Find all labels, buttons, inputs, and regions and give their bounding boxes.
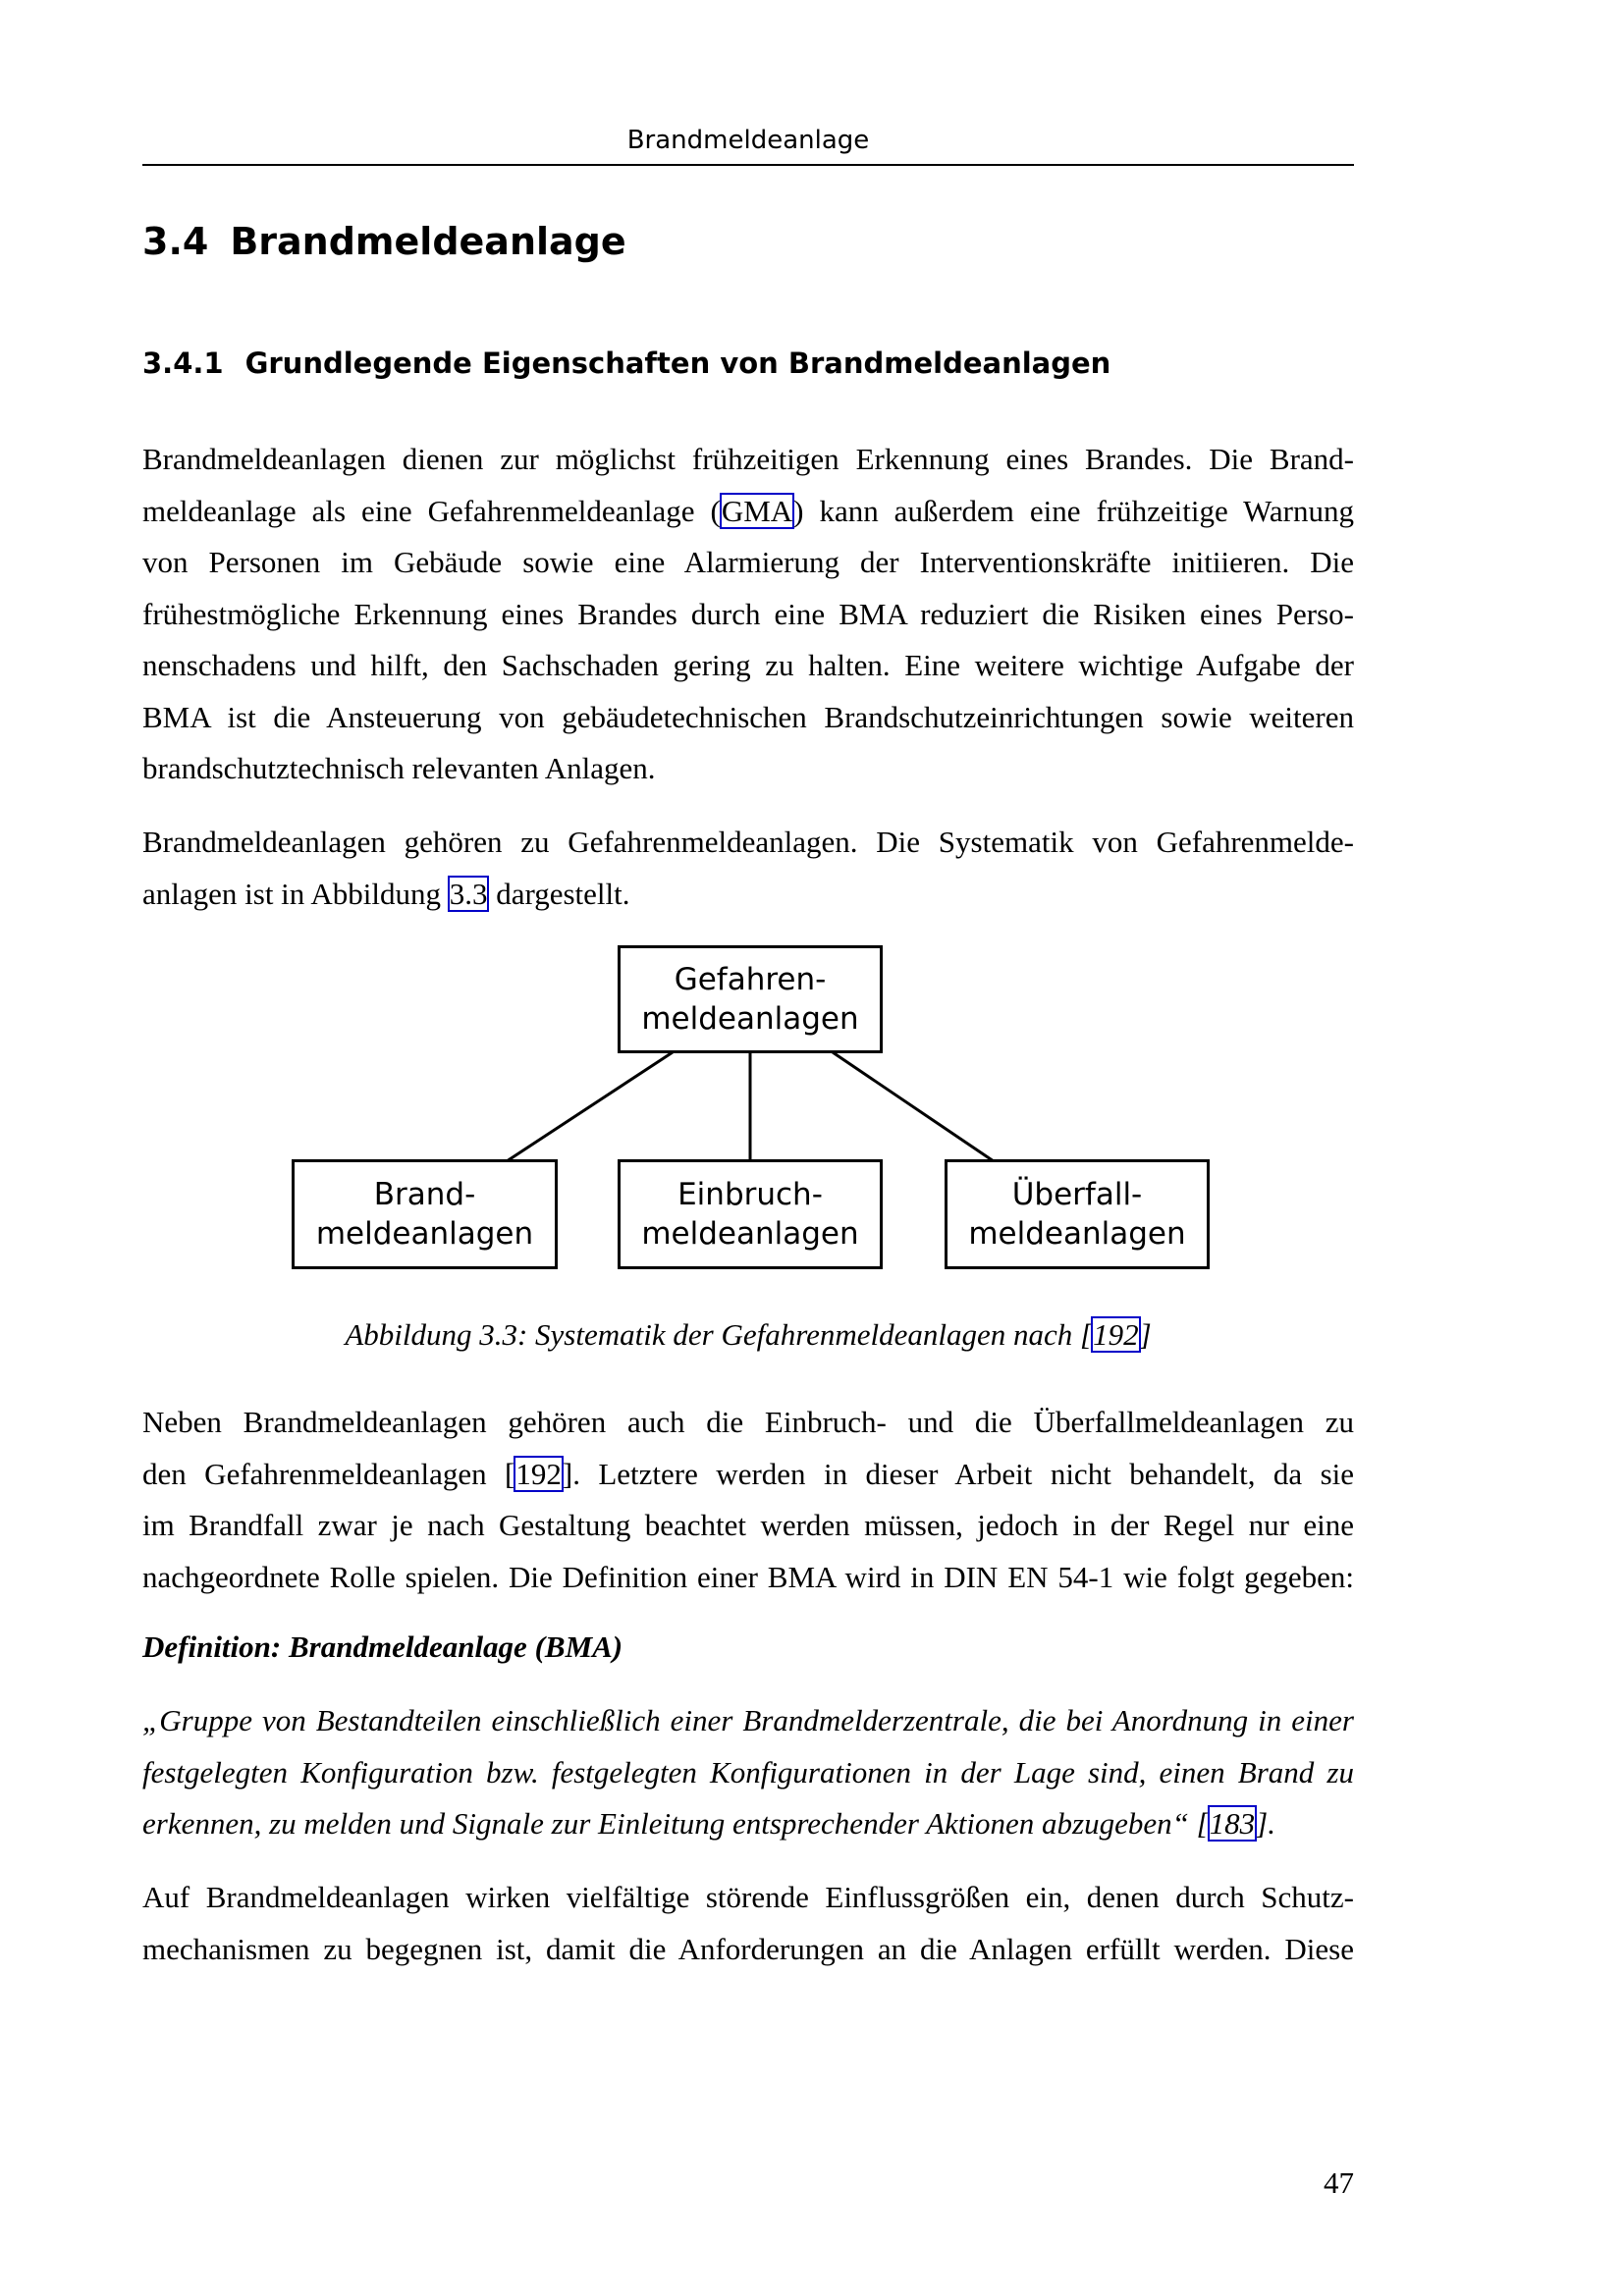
text-line: festgelegten Konfiguration bzw. festgelegten Konfigurationen in der Lage sind, einen Brand zu <box>142 1754 1354 1789</box>
text-span: den Gefahrenmeldeanlagen [ <box>142 1456 515 1491</box>
text-span: ]. <box>1256 1806 1275 1841</box>
citation-link-192[interactable]: 192 <box>1093 1317 1139 1352</box>
text-line: Brandmeldeanlagen gehören zu Gefahrenmeldeanlagen. Die Systematik von Gefahrenmelde- <box>142 825 1354 859</box>
text-line: Auf Brandmeldeanlagen wirken vielfältige störende Einflussgrößen ein, denen durch Schutz- <box>142 1880 1354 1914</box>
section-number: 3.4 <box>142 220 209 263</box>
text-line: Brandmeldeanlagen dienen zur möglichst frühzeitigen Erkennung eines Brandes. Die Brand- <box>142 442 1354 476</box>
caption-text: ] <box>1139 1317 1152 1352</box>
node-label: meldeanlagen <box>641 1216 859 1252</box>
text-line: nenschadens und hilft, den Sachschaden gering zu halten. Eine weitere wichtige Aufgabe der <box>142 648 1354 682</box>
diagram-node-einbruchmeldeanlagen <box>618 1159 883 1269</box>
paragraph-einflussgroessen <box>142 1872 1354 1975</box>
text-span: anlagen ist in Abbildung <box>142 876 449 911</box>
text-line: von Personen im Gebäude sowie eine Alarmierung der Interventionskräfte initiieren. Die <box>142 545 1354 579</box>
node-label: Brand- <box>373 1177 476 1212</box>
text-line: brandschutztechnisch relevanten Anlagen. <box>142 751 656 785</box>
diagram-node-gefahrenmeldeanlagen <box>618 945 883 1053</box>
paragraph-systematik <box>142 817 1354 920</box>
subsection-heading <box>142 342 1110 385</box>
text-line <box>142 486 1354 538</box>
diagram-node-ueberfallmeldeanlagen <box>945 1159 1210 1269</box>
caption-text: Abbildung 3.3: Systematik der Gefahrenmeldeanlagen nach [ <box>345 1317 1093 1352</box>
citation-link-183[interactable]: 183 <box>1209 1806 1256 1841</box>
page-number: 47 <box>1324 2165 1354 2200</box>
text-line: BMA ist die Ansteuerung von gebäudetechnischen Brandschutzeinrichtungen sowie weiteren <box>142 699 1354 734</box>
node-label: Gefahren- <box>674 962 827 997</box>
text-line <box>142 1798 1354 1850</box>
text-line: mechanismen zu begegnen ist, damit die Anforderungen an die Anlagen erfüllt werden. Diese <box>142 1931 1354 1966</box>
figure-ref-link[interactable]: 3.3 <box>449 876 488 911</box>
acronym-link-gma[interactable]: GMA <box>721 493 793 528</box>
figure-caption <box>142 1311 1354 1359</box>
text-line: frühestmögliche Erkennung eines Brandes durch eine BMA reduziert die Risiken eines Perso- <box>142 596 1354 631</box>
definition-title: Definition: Brandmeldeanlage (BMA) <box>142 1629 623 1664</box>
node-label: Einbruch- <box>677 1177 823 1212</box>
node-label: meldeanlagen <box>641 1001 859 1037</box>
text-span: ]. Letztere werden in dieser Arbeit nicht behandelt, da sie <box>562 1456 1355 1491</box>
paragraph-gefahrenmeldeanlagen <box>142 1397 1354 1603</box>
node-label: meldeanlagen <box>968 1216 1186 1252</box>
text-span: dargestellt. <box>488 876 630 911</box>
node-label: meldeanlagen <box>315 1216 534 1252</box>
text-line: im Brandfall zwar je nach Gestaltung beachtet werden müssen, jedoch in der Regel nur eine <box>142 1508 1354 1542</box>
text-line: „Gruppe von Bestandteilen einschließlich einer Brandmelderzentrale, die bei Anordnung in einer <box>142 1703 1354 1737</box>
paragraph-intro <box>142 434 1354 795</box>
text-span: meldeanlage als eine Gefahrenmeldeanlage ( <box>142 493 721 528</box>
text-line: Neben Brandmeldeanlagen gehören auch die Einbruch- und die Überfallmeldeanlagen zu <box>142 1405 1354 1439</box>
running-header: Brandmeldeanlage <box>626 126 870 155</box>
subsection-title: Grundlegende Eigenschaften von Brandmeldeanlagen <box>244 347 1111 380</box>
citation-link-192[interactable]: 192 <box>515 1456 562 1491</box>
text-span: erkennen, zu melden und Signale zur Einleitung entsprechender Aktionen abzugeben“ [ <box>142 1806 1209 1841</box>
diagram-node-brandmeldeanlagen <box>292 1159 558 1269</box>
section-title: Brandmeldeanlage <box>230 220 626 263</box>
header-rule <box>142 164 1354 166</box>
subsection-number: 3.4.1 <box>142 347 224 380</box>
section-heading <box>142 214 626 269</box>
text-line <box>142 869 1354 921</box>
text-line <box>142 1449 1354 1501</box>
text-line: nachgeordnete Rolle spielen. Die Definition einer BMA wird in DIN EN 54-1 wie folgt gegeben: <box>142 1559 1354 1594</box>
node-label: Überfall- <box>1011 1177 1143 1212</box>
definition-quote <box>142 1695 1354 1850</box>
text-span: ) kann außerdem eine frühzeitige Warnung <box>793 493 1354 528</box>
